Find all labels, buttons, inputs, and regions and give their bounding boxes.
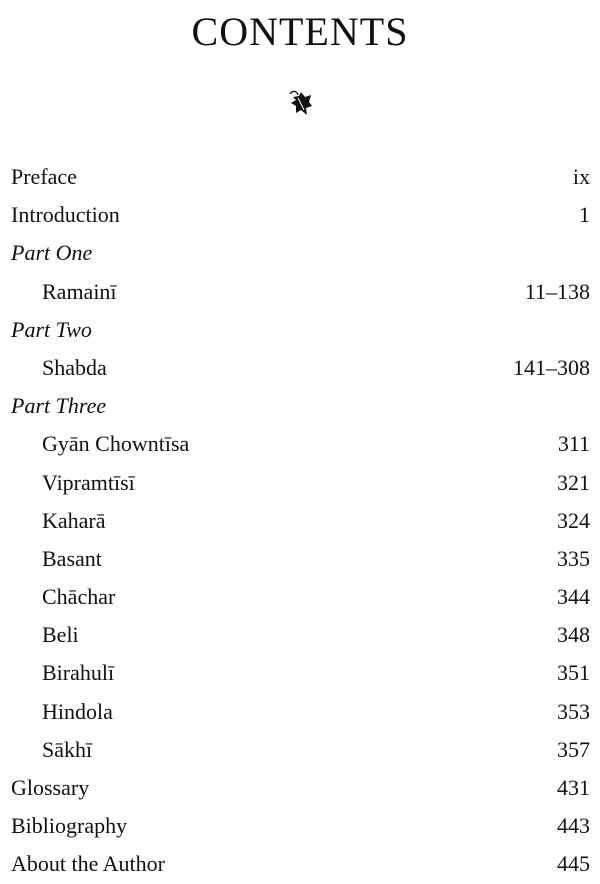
entry-page: 335 [557,545,590,571]
toc-entry-beli[interactable] [11,616,590,654]
entry-page: 348 [557,622,590,648]
part-heading: Part One [11,240,93,266]
toc-entry-about-the-author[interactable] [11,845,590,883]
entry-label: About the Author [11,851,165,877]
entry-page: 324 [557,507,590,533]
toc-part-one [11,234,590,272]
toc-entry-kahara[interactable] [11,502,590,540]
entry-page: ix [572,164,590,189]
entry-page: 445 [557,851,590,877]
entry-label: Shabda [42,354,107,380]
entry-label: Preface [11,164,77,189]
entry-label: Beli [42,622,79,648]
toc-entry-hindola[interactable] [11,693,590,731]
entry-page: 1 [579,202,590,228]
entry-label: Gyān Chowntīsa [42,431,190,457]
entry-page: 353 [557,698,590,724]
toc-part-three [11,387,590,425]
entry-page: 11–138 [524,278,590,304]
toc-entry-birahuli[interactable] [11,654,590,692]
toc-entry-chachar[interactable] [11,578,590,616]
entry-label: Hindola [42,698,113,724]
entry-page: 443 [557,813,590,839]
entry-label: Chāchar [42,584,116,610]
ivy-leaf-icon [287,88,315,118]
toc-entry-gyan-chowntisa[interactable] [11,425,590,463]
part-heading: Part Three [11,393,107,419]
toc-entry-shabda[interactable] [11,349,590,387]
toc-entry-ramaini[interactable] [11,273,590,311]
toc-entry-preface[interactable] [11,158,590,196]
page-title: CONTENTS [191,9,409,54]
toc-entry-basant[interactable] [11,540,590,578]
entry-label: Birahulī [42,660,115,686]
part-heading: Part Two [11,316,92,342]
toc-entry-vipramtisi[interactable] [11,464,590,502]
entry-label: Sākhī [42,736,93,762]
toc-part-two [11,311,590,349]
entry-label: Basant [42,545,102,571]
entry-page: 311 [557,431,590,457]
toc-entry-glossary[interactable] [11,769,590,807]
entry-label: Vipramtīsī [42,469,135,495]
entry-label: Kaharā [42,507,106,533]
table-of-contents [11,158,590,884]
entry-label: Ramainī [42,278,117,304]
toc-entry-introduction[interactable] [11,196,590,234]
entry-page: 431 [557,775,590,800]
entry-label: Bibliography [11,813,128,839]
entry-page: 351 [557,660,590,686]
entry-page: 141–308 [513,354,590,380]
entry-page: 357 [557,736,590,762]
entry-page: 321 [557,469,590,495]
entry-label: Introduction [11,202,120,228]
entry-label: Glossary [11,775,90,800]
entry-page: 344 [557,584,590,610]
toc-entry-sakhi[interactable] [11,731,590,769]
toc-entry-bibliography[interactable] [11,807,590,845]
